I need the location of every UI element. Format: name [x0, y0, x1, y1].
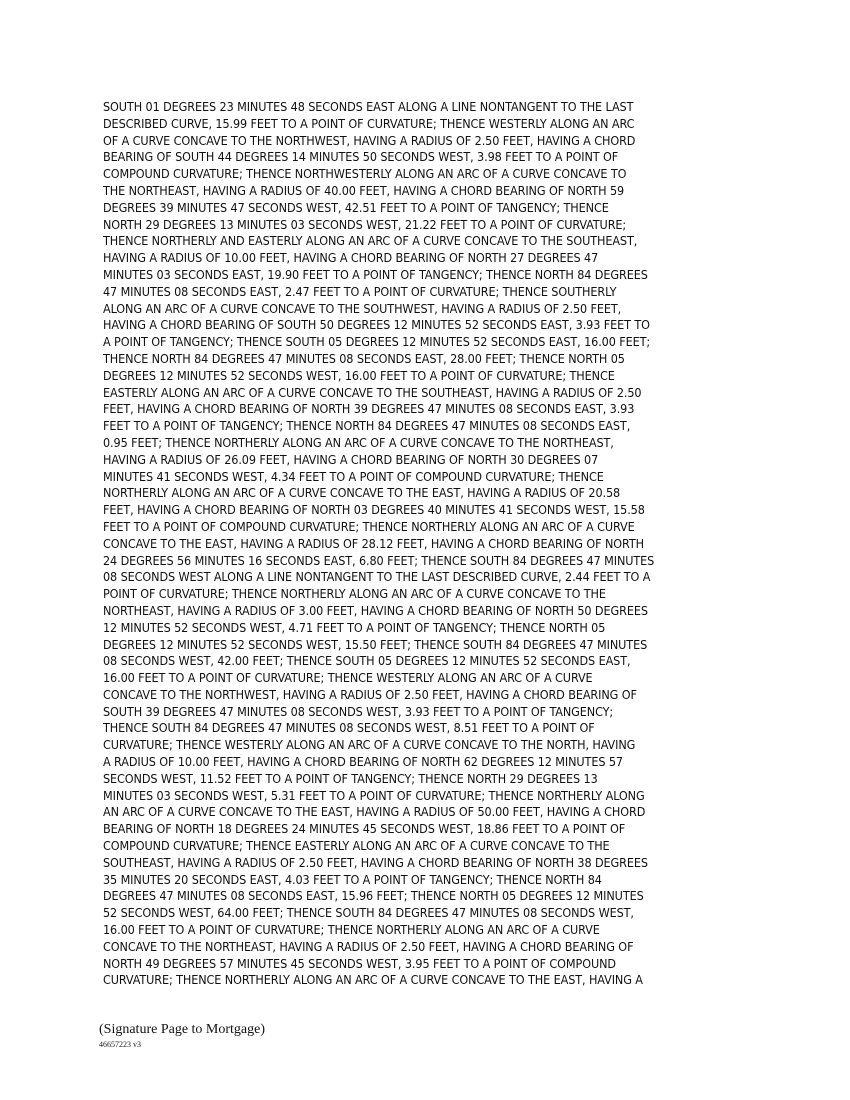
text-line: 12 MINUTES 52 SECONDS WEST, 4.71 FEET TO A POINT OF TANGENCY; THENCE NORTH 05	[103, 619, 606, 635]
text-line: OF A CURVE CONCAVE TO THE NORTHWEST, HAVING A RADIUS OF 2.50 FEET, HAVING A CHORD	[103, 132, 636, 148]
text-line: DESCRIBED CURVE, 15.99 FEET TO A POINT OF CURVATURE; THENCE WESTERLY ALONG AN ARC	[103, 115, 635, 131]
text-line: DEGREES 12 MINUTES 52 SECONDS WEST, 15.50 FEET; THENCE SOUTH 84 DEGREES 47 MINUTES	[103, 636, 648, 652]
text-line: FEET, HAVING A CHORD BEARING OF NORTH 39 DEGREES 47 MINUTES 08 SECONDS EAST, 3.93	[103, 401, 635, 417]
text-line: 16.00 FEET TO A POINT OF CURVATURE; THENCE NORTHERLY ALONG AN ARC OF A CURVE	[103, 922, 600, 938]
text-line: A RADIUS OF 10.00 FEET, HAVING A CHORD BEARING OF NORTH 62 DEGREES 12 MINUTES 57	[103, 754, 623, 770]
text-line: POINT OF CURVATURE; THENCE NORTHERLY ALONG AN ARC OF A CURVE CONCAVE TO THE	[103, 586, 606, 602]
text-line: 35 MINUTES 20 SECONDS EAST, 4.03 FEET TO A POINT OF TANGENCY; THENCE NORTH 84	[103, 871, 602, 887]
text-line: CONCAVE TO THE EAST, HAVING A RADIUS OF 28.12 FEET, HAVING A CHORD BEARING OF NORTH	[103, 535, 644, 551]
text-line: 08 SECONDS WEST, 42.00 FEET; THENCE SOUTH 05 DEGREES 12 MINUTES 52 SECONDS EAST,	[103, 653, 631, 669]
text-line: CURVATURE; THENCE NORTHERLY ALONG AN ARC OF A CURVE CONCAVE TO THE EAST, HAVING A	[103, 972, 643, 988]
text-line: DEGREES 47 MINUTES 08 SECONDS EAST, 15.96 FEET; THENCE NORTH 05 DEGREES 12 MINUTES	[103, 888, 644, 904]
text-line: DEGREES 12 MINUTES 52 SECONDS WEST, 16.00 FEET TO A POINT OF CURVATURE; THENCE	[103, 367, 615, 383]
text-line: EASTERLY ALONG AN ARC OF A CURVE CONCAVE TO THE SOUTHEAST, HAVING A RADIUS OF 2.50	[103, 384, 642, 400]
text-line: NORTHERLY ALONG AN ARC OF A CURVE CONCAVE TO THE EAST, HAVING A RADIUS OF 20.58	[103, 485, 621, 501]
text-line: HAVING A CHORD BEARING OF SOUTH 50 DEGREES 12 MINUTES 52 SECONDS EAST, 3.93 FEET TO	[103, 317, 650, 333]
text-line: SOUTH 01 DEGREES 23 MINUTES 48 SECONDS EAST ALONG A LINE NONTANGENT TO THE LAST	[103, 99, 634, 114]
legal-description-text	[103, 99, 733, 989]
text-line: MINUTES 03 SECONDS EAST, 19.90 FEET TO A POINT OF TANGENCY; THENCE NORTH 84 DEGREES	[103, 266, 648, 282]
text-line: 24 DEGREES 56 MINUTES 16 SECONDS EAST, 6.80 FEET; THENCE SOUTH 84 DEGREES 47 MINUTES	[103, 552, 655, 568]
text-line: SECONDS WEST, 11.52 FEET TO A POINT OF TANGENCY; THENCE NORTH 29 DEGREES 13	[103, 770, 598, 786]
text-line: DEGREES 39 MINUTES 47 SECONDS WEST, 42.51 FEET TO A POINT OF TANGENCY; THENCE	[103, 199, 609, 215]
text-line: 47 MINUTES 08 SECONDS EAST, 2.47 FEET TO A POINT OF CURVATURE; THENCE SOUTHERLY	[103, 283, 617, 299]
text-line: NORTH 49 DEGREES 57 MINUTES 45 SECONDS WEST, 3.95 FEET TO A POINT OF COMPOUND	[103, 955, 616, 971]
text-line: MINUTES 41 SECONDS WEST, 4.34 FEET TO A POINT OF COMPOUND CURVATURE; THENCE	[103, 468, 604, 484]
text-line: 08 SECONDS WEST ALONG A LINE NONTANGENT TO THE LAST DESCRIBED CURVE, 2.44 FEET TO A	[103, 569, 651, 585]
text-line: AN ARC OF A CURVE CONCAVE TO THE EAST, HAVING A RADIUS OF 50.00 FEET, HAVING A CHORD	[103, 804, 646, 820]
text-line: NORTH 29 DEGREES 13 MINUTES 03 SECONDS WEST, 21.22 FEET TO A POINT OF CURVATURE;	[103, 216, 627, 232]
text-line: 52 SECONDS WEST, 64.00 FEET; THENCE SOUTH 84 DEGREES 47 MINUTES 08 SECONDS WEST,	[103, 905, 634, 921]
text-line: SOUTHEAST, HAVING A RADIUS OF 2.50 FEET, HAVING A CHORD BEARING OF NORTH 38 DEGREES	[103, 854, 648, 870]
text-line: FEET TO A POINT OF TANGENCY; THENCE NORTH 84 DEGREES 47 MINUTES 08 SECONDS EAST,	[103, 418, 631, 434]
text-line: HAVING A RADIUS OF 10.00 FEET, HAVING A CHORD BEARING OF NORTH 27 DEGREES 47	[103, 250, 599, 266]
text-line: CONCAVE TO THE NORTHWEST, HAVING A RADIUS OF 2.50 FEET, HAVING A CHORD BEARING OF	[103, 686, 637, 702]
text-line: THENCE SOUTH 84 DEGREES 47 MINUTES 08 SECONDS WEST, 8.51 FEET TO A POINT OF	[103, 720, 595, 736]
text-line: BEARING OF NORTH 18 DEGREES 24 MINUTES 45 SECONDS WEST, 18.86 FEET TO A POINT OF	[103, 821, 626, 837]
text-line: THENCE NORTHERLY AND EASTERLY ALONG AN ARC OF A CURVE CONCAVE TO THE SOUTHEAST,	[103, 233, 638, 249]
text-line: ALONG AN ARC OF A CURVE CONCAVE TO THE SOUTHWEST, HAVING A RADIUS OF 2.50 FEET,	[103, 300, 622, 316]
text-line: FEET, HAVING A CHORD BEARING OF NORTH 03 DEGREES 40 MINUTES 41 SECONDS WEST, 15.58	[103, 502, 645, 518]
text-line: HAVING A RADIUS OF 26.09 FEET, HAVING A CHORD BEARING OF NORTH 30 DEGREES 07	[103, 451, 599, 467]
text-line: FEET TO A POINT OF COMPOUND CURVATURE; THENCE NORTHERLY ALONG AN ARC OF A CURVE	[103, 518, 635, 534]
text-line: SOUTH 39 DEGREES 47 MINUTES 08 SECONDS WEST, 3.93 FEET TO A POINT OF TANGENCY;	[103, 703, 614, 719]
document-id: 46657223 v3	[99, 1040, 141, 1049]
text-line: BEARING OF SOUTH 44 DEGREES 14 MINUTES 50 SECONDS WEST, 3.98 FEET TO A POINT OF	[103, 149, 619, 165]
text-line: COMPOUND CURVATURE; THENCE EASTERLY ALONG AN ARC OF A CURVE CONCAVE TO THE	[103, 838, 610, 854]
text-line: MINUTES 03 SECONDS WEST, 5.31 FEET TO A POINT OF CURVATURE; THENCE NORTHERLY ALONG	[103, 787, 645, 803]
text-line: CURVATURE; THENCE WESTERLY ALONG AN ARC OF A CURVE CONCAVE TO THE NORTH, HAVING	[103, 737, 636, 753]
text-line: THENCE NORTH 84 DEGREES 47 MINUTES 08 SECONDS EAST, 28.00 FEET; THENCE NORTH 05	[103, 350, 625, 366]
text-line: CONCAVE TO THE NORTHEAST, HAVING A RADIUS OF 2.50 FEET, HAVING A CHORD BEARING OF	[103, 938, 634, 954]
text-line: COMPOUND CURVATURE; THENCE NORTHWESTERLY ALONG AN ARC OF A CURVE CONCAVE TO	[103, 166, 627, 182]
text-line: THE NORTHEAST, HAVING A RADIUS OF 40.00 FEET, HAVING A CHORD BEARING OF NORTH 59	[103, 182, 625, 198]
footer-caption: (Signature Page to Mortgage)	[99, 1022, 266, 1037]
text-line: 0.95 FEET; THENCE NORTHERLY ALONG AN ARC OF A CURVE CONCAVE TO THE NORTHEAST,	[103, 434, 614, 450]
text-line: A POINT OF TANGENCY; THENCE SOUTH 05 DEGREES 12 MINUTES 52 SECONDS EAST, 16.00 FEET;	[103, 334, 651, 350]
text-line: NORTHEAST, HAVING A RADIUS OF 3.00 FEET, HAVING A CHORD BEARING OF NORTH 50 DEGREES	[103, 602, 648, 618]
text-line: 16.00 FEET TO A POINT OF CURVATURE; THENCE WESTERLY ALONG AN ARC OF A CURVE	[103, 670, 593, 686]
